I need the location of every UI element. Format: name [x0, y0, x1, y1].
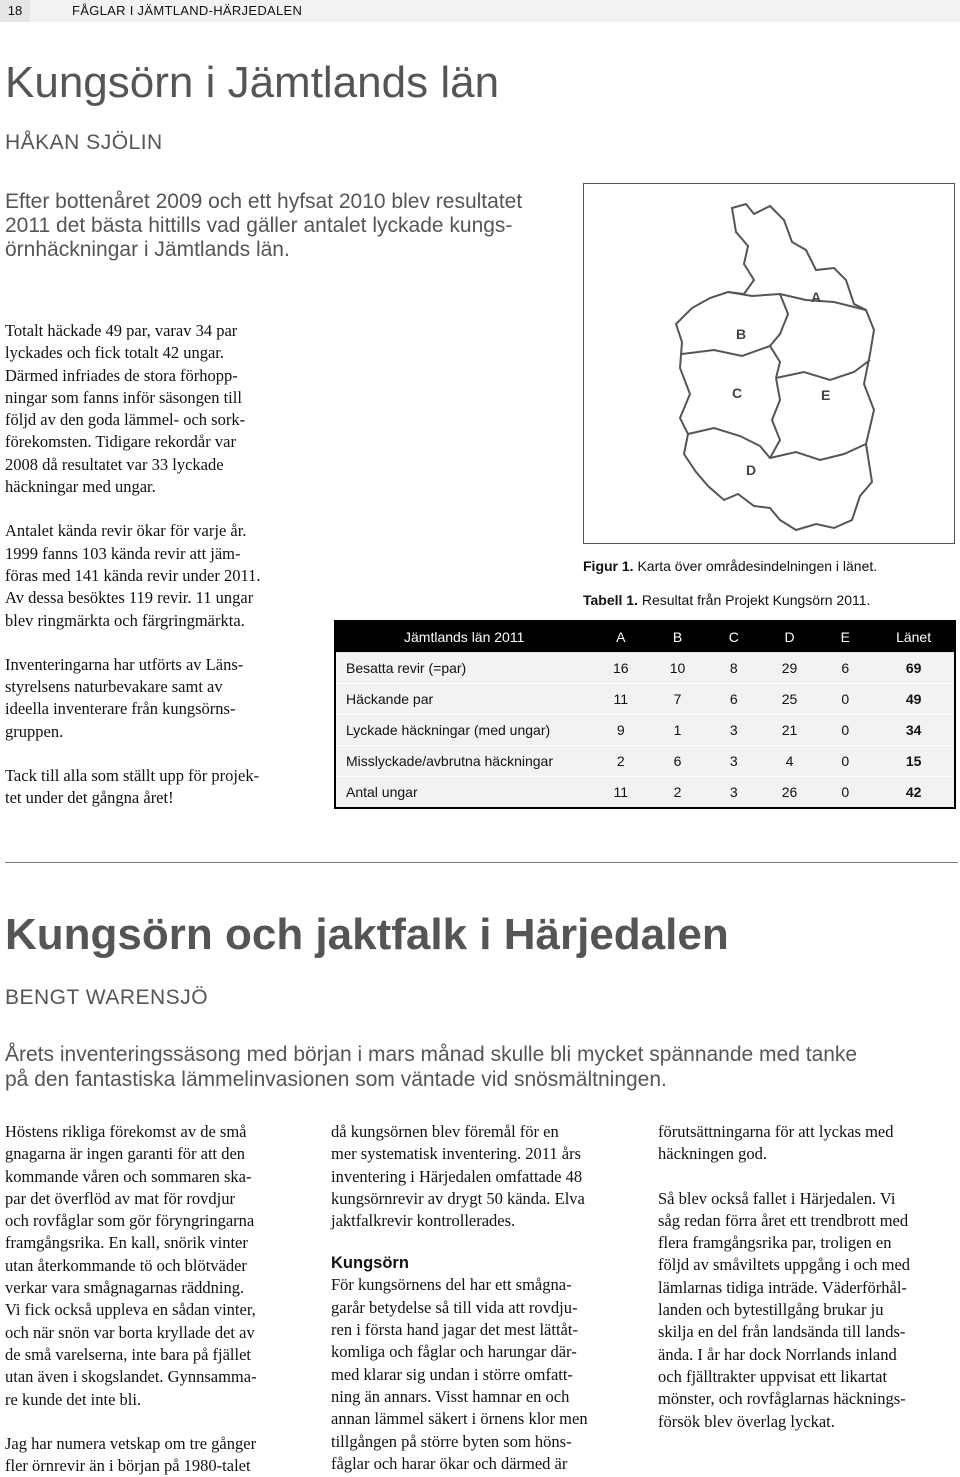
- text-line: lyckades och fick totalt 42 ungar.: [5, 343, 225, 363]
- text-line: ningar som fanns inför säsongen till: [5, 387, 242, 407]
- table-cell: 3: [706, 777, 762, 809]
- results-table: [334, 620, 956, 809]
- table-cell: 21: [762, 715, 818, 746]
- paragraph: [5, 1121, 315, 1411]
- table-cell: 4: [762, 746, 818, 777]
- text-line: då kungsörnen blev föremål för en: [331, 1122, 559, 1141]
- text-line: fler örnrevir än i början på 1980-talet: [5, 1456, 251, 1476]
- table-cell: 6: [706, 684, 762, 715]
- row-label: Misslyckade/avbrutna häckningar: [335, 746, 592, 777]
- figure-caption-text: Karta över områdesindelningen i länet.: [637, 558, 878, 574]
- article2-column-1: [5, 1121, 315, 1477]
- text-line: annan lämmel säkert i örnens klor men: [331, 1409, 588, 1429]
- text-line: Antalet kända revir ökar för varje år.: [5, 521, 247, 541]
- paragraph: [658, 1121, 958, 1166]
- text-line: framgångsrika. En kall, snörik vinter: [5, 1233, 248, 1253]
- paragraph: [331, 1274, 641, 1475]
- figure-caption: [583, 557, 877, 575]
- map-label-c: C: [732, 385, 743, 401]
- map-label-b: B: [736, 326, 747, 342]
- text-line: gruppen.: [5, 721, 64, 741]
- text-line: häckningen god.: [658, 1144, 768, 1164]
- text-line: Av dessa besöktes 119 revir. 11 ungar: [5, 588, 254, 608]
- text-line: par det överflöd av mat för rovdjur: [5, 1188, 236, 1208]
- text-line: blev ringmärkta och färgringmärkta.: [5, 610, 245, 630]
- page-number: 18: [0, 0, 30, 22]
- text-line: Vi fick också uppleva en sådan vinter,: [5, 1300, 256, 1320]
- table-cell: 11: [592, 777, 649, 809]
- table-row: [335, 715, 955, 746]
- table-total: 69: [873, 653, 955, 684]
- table-caption: [583, 591, 870, 609]
- table-total: 49: [873, 684, 955, 715]
- text-line: skilja en del från landsända till lands-: [658, 1322, 906, 1342]
- text-line: Höstens rikliga förekomst av de små: [5, 1122, 247, 1141]
- table-cell: 6: [817, 653, 873, 684]
- table-header: E: [817, 621, 873, 653]
- table-cell: 6: [649, 746, 706, 777]
- lead-line: örnhäckningar i Jämtlands län.: [5, 238, 290, 261]
- table-header: Jämtlands län 2011: [335, 621, 592, 653]
- table-header: Länet: [873, 621, 955, 653]
- article2-title: Kungsörn och jaktfalk i Härjedalen: [5, 910, 729, 959]
- text-line: häckningar med ungar.: [5, 477, 156, 497]
- text-line: ända. I år har dock Norrlands inland: [658, 1344, 897, 1364]
- paragraph: [331, 1121, 641, 1232]
- map-figure: [583, 183, 955, 544]
- table-header: A: [592, 621, 649, 653]
- table-cell: 2: [592, 746, 649, 777]
- text-line: Så blev också fallet i Härjedalen. Vi: [658, 1188, 896, 1208]
- text-line: Totalt häckade 49 par, varav 34 par: [5, 321, 238, 340]
- table-cell: 0: [817, 684, 873, 715]
- table-cell: 1: [649, 715, 706, 746]
- map-label-d: D: [746, 462, 757, 478]
- text-line: och fjälltrakter uppvisat ett likartat: [658, 1366, 888, 1386]
- text-line: 2008 då resultatet var 33 lyckade: [5, 454, 224, 474]
- text-line: mönster, och rovfåglarnas häcknings-: [658, 1389, 906, 1409]
- table-cell: 10: [649, 653, 706, 684]
- table-row: [335, 684, 955, 715]
- text-line: Därmed infriades de stora förhopp-: [5, 365, 238, 385]
- county-map: [584, 184, 954, 543]
- lead-line: på den fantastiska lämmelinvasionen som väntade vid snösmältningen.: [5, 1068, 667, 1091]
- table-cell: 3: [706, 746, 762, 777]
- table-cell: 0: [817, 715, 873, 746]
- table-cell: 29: [762, 653, 818, 684]
- text-line: Jag har numera vetskap om tre gånger: [5, 1433, 257, 1453]
- map-division-ce: [770, 378, 780, 458]
- text-line: För kungsörnens del har ett smågna-: [331, 1275, 572, 1295]
- table-cell: 8: [706, 653, 762, 684]
- row-label: Häckande par: [335, 684, 592, 715]
- text-line: fåglar och harar ökar och därmed är: [331, 1453, 568, 1473]
- table-header: D: [762, 621, 818, 653]
- text-line: ideella inventerare från kungsörns-: [5, 699, 236, 719]
- text-line: försök blev överlag lyckat.: [658, 1411, 835, 1431]
- text-line: styrelsens naturbevakare samt av: [5, 677, 223, 697]
- table-cell: 25: [762, 684, 818, 715]
- paragraph: [5, 654, 325, 743]
- text-line: gnagarna är ingen garanti för att den: [5, 1144, 246, 1164]
- figure-caption-label: Figur 1.: [583, 558, 634, 574]
- article2-author: BENGT WARENSJÖ: [5, 986, 209, 1009]
- row-label: Antal ungar: [335, 777, 592, 809]
- text-line: 1999 fanns 103 kända revir att jäm-: [5, 543, 241, 563]
- text-line: och rovfåglar som gör föryngringarna: [5, 1211, 255, 1231]
- text-line: förekomsten. Tidigare rekordår var: [5, 432, 236, 452]
- article1-author: HÅKAN SJÖLIN: [5, 131, 163, 154]
- article-divider: [5, 862, 958, 863]
- paragraph: [5, 520, 325, 631]
- text-line: kungsörnrevir av drygt 50 kända. Elva: [331, 1188, 585, 1208]
- text-line: utan även i skogslandet. Gynnsamma-: [5, 1367, 257, 1387]
- text-line: inventering i Härjedalen omfattade 48: [331, 1166, 583, 1186]
- text-line: följd av den goda lämmel- och sork-: [5, 410, 246, 430]
- paragraph: [658, 1188, 958, 1433]
- table-cell: 0: [817, 746, 873, 777]
- table-cell: 9: [592, 715, 649, 746]
- table-header: C: [706, 621, 762, 653]
- text-line: verkar vara smågnagarnas räddning.: [5, 1278, 245, 1298]
- table-total: 15: [873, 746, 955, 777]
- table-cell: 0: [817, 777, 873, 809]
- lead-line: Årets inventeringssäsong med början i mars månad skulle bli mycket spännande med tanke: [5, 1043, 858, 1066]
- table-cell: 16: [592, 653, 649, 684]
- map-label-a: A: [811, 289, 822, 305]
- text-line: utan återkommande tö och blötväder: [5, 1255, 247, 1275]
- paragraph: [5, 1433, 315, 1477]
- text-line: kommande våren och sommaren ska-: [5, 1166, 252, 1186]
- subheading-kungsorn: Kungsörn: [331, 1254, 409, 1273]
- table-cell: 11: [592, 684, 649, 715]
- text-line: de små varelserna, inte bara på fjället: [5, 1344, 252, 1364]
- row-label: Besatta revir (=par): [335, 653, 592, 684]
- article2-column-3: [658, 1121, 958, 1433]
- table-caption-text: Resultat från Projekt Kungsörn 2011.: [641, 592, 871, 608]
- map-division-a: [728, 292, 866, 310]
- text-line: jaktfalkrevir kontrollerades.: [331, 1211, 516, 1231]
- table-total: 42: [873, 777, 955, 809]
- article2-column-2: [331, 1121, 641, 1475]
- text-line: föras med 141 kända revir under 2011.: [5, 565, 261, 585]
- article1-lead: [5, 190, 580, 262]
- text-line: tillgången på större byten som höns-: [331, 1431, 572, 1451]
- map-division-e: [776, 360, 870, 380]
- text-line: Inventeringarna har utförts av Läns-: [5, 654, 244, 674]
- text-line: ren i första hand jagar det mest lättåt-: [331, 1320, 578, 1340]
- text-line: garår betydelse så till vida att rovdju-: [331, 1297, 578, 1317]
- lead-line: 2011 det bästa hittills vad gäller antalet lyckade kungs-: [5, 214, 513, 237]
- text-line: följd av småviltets uppgång i och med: [658, 1255, 911, 1275]
- article1-title: Kungsörn i Jämtlands län: [5, 58, 500, 107]
- map-division-b: [770, 294, 788, 346]
- text-line: tet under det gångna året!: [5, 788, 174, 808]
- text-line: såg redan förra året ett trendbrott med: [658, 1210, 909, 1230]
- table-row: [335, 653, 955, 684]
- table-header-row: [335, 621, 955, 653]
- text-line: landen och bytestillgång brukar ju: [658, 1300, 884, 1320]
- section-label: FÅGLAR I JÄMTLAND-HÄRJEDALEN: [72, 3, 303, 18]
- table-row: [335, 746, 955, 777]
- table-header: B: [649, 621, 706, 653]
- text-line: re kunde det inte bli.: [5, 1389, 142, 1409]
- article2-lead: [5, 1042, 955, 1092]
- table-cell: 2: [649, 777, 706, 809]
- map-label-e: E: [821, 387, 831, 403]
- text-line: ning än annars. Visst hamnar en och: [331, 1386, 570, 1406]
- paragraph: [5, 320, 325, 498]
- text-line: mer systematisk inventering. 2011 års: [331, 1144, 582, 1164]
- text-line: och när snön var borta kryllade det av: [5, 1322, 255, 1342]
- text-line: förutsättningarna för att lyckas med: [658, 1122, 894, 1141]
- table-cell: 3: [706, 715, 762, 746]
- table-total: 34: [873, 715, 955, 746]
- map-division-bc: [682, 346, 780, 378]
- text-line: Tack till alla som ställt upp för projek-: [5, 766, 260, 786]
- table-cell: 26: [762, 777, 818, 809]
- lead-line: Efter bottenåret 2009 och ett hyfsat 2010 blev resultatet: [5, 190, 523, 213]
- text-line: komliga och fåglar och harungar där-: [331, 1342, 577, 1362]
- text-line: flera framgångsrika par, troligen en: [658, 1233, 892, 1253]
- map-outline: [676, 204, 874, 530]
- paragraph: [5, 765, 325, 810]
- table-caption-label: Tabell 1.: [583, 592, 638, 608]
- article1-body: [5, 320, 325, 810]
- text-line: med klarar sig undan i större omfatt-: [331, 1364, 573, 1384]
- text-line: lämlarnas tidiga inträde. Väderförhål-: [658, 1277, 907, 1297]
- table-row: [335, 777, 955, 809]
- row-label: Lyckade häckningar (med ungar): [335, 715, 592, 746]
- table-cell: 7: [649, 684, 706, 715]
